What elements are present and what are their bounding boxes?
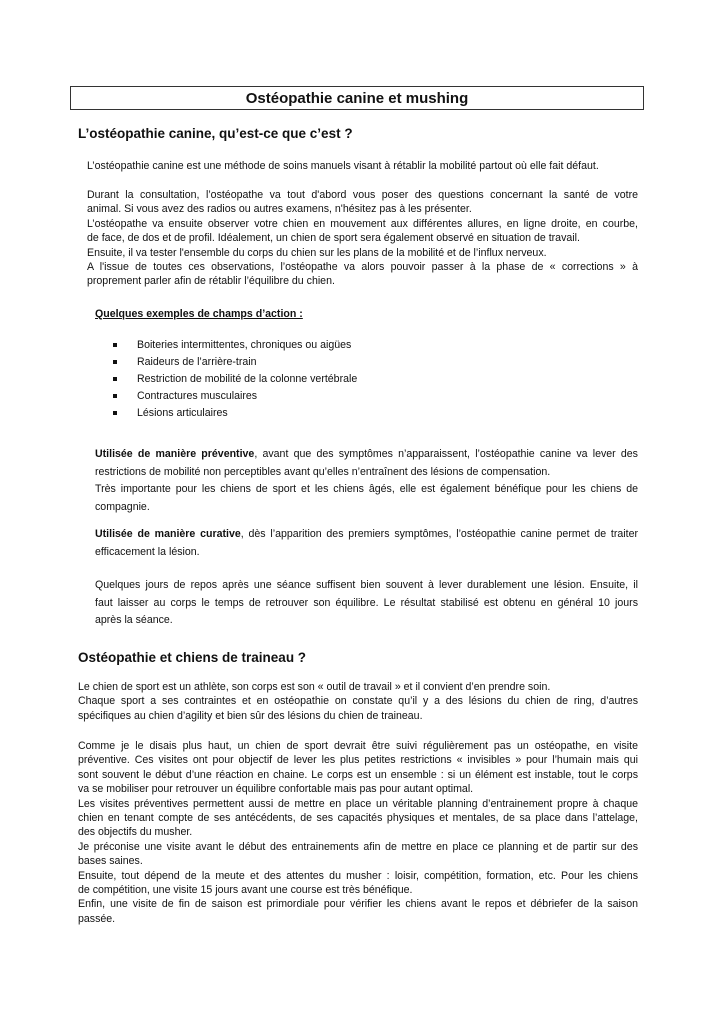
section2-line: Enfin, une visite de fin de saison est primordiale pour vérifier les chiens avant le repos et débriefer de la saison [78,898,638,911]
consultation-paragraph [87,188,638,289]
section2-line: Comme je le disais plus haut, un chien de sport devrait être suivi régulièrement pas un ostéopathe, en visite [78,740,638,752]
preventive-line: Utilisée de manière préventive, avant que des symptômes n’apparaissent, l’ostéopathie canine va lever des [95,448,638,460]
section2-line: sont souvent le début d’une réaction en chaine. Le corps est un ensemble : si un élément est instable, tout le corps [78,768,638,781]
preventive-paragraph [95,446,638,516]
square-bullet-icon [113,394,117,398]
section2-line: bases saines. [78,855,143,868]
section1-intro: L’ostéopathie canine est une méthode de soins manuels visant à rétablir la mobilité partout où elle fait défaut. [87,160,599,172]
curative-paragraph [95,526,638,561]
examples-heading: Quelques exemples de champs d’action : [95,308,303,320]
section2-line: passée. [78,912,116,925]
curative-line: Utilisée de manière curative, dès l’apparition des premiers symptômes, l’ostéopathie canine permet de traiter [95,528,638,540]
rest-line: après la séance. [95,614,173,627]
list-item: Raideurs de l’arrière-train [113,353,357,370]
section2-line: Je préconise une visite avant le début des entrainements afin de mettre en place ce planning et de partir sur des [78,840,638,853]
section2-line: spécifiques au chien d’agility et bien sûr des lésions du chien de traineau. [78,709,423,722]
rest-paragraph [95,577,638,630]
curative-bold: Utilisée de manière curative [95,528,241,540]
consultation-line: A l'issue de toutes ces observations, l’ostéopathe va alors pouvoir passer à la phase de « corrections » à [87,261,638,274]
section2-line: des objectifs du musher. [78,826,193,839]
consultation-line: proprement parler afin de rétablir l’équilibre du chien. [87,275,335,288]
square-bullet-icon [113,411,117,415]
section2-line: Les visites préventives permettent aussi de mettre en place un véritable planning d’entrainement propre à chaque [78,797,638,810]
examples-list [113,336,357,421]
consultation-line: animal. Si vous avez des radios ou autres examens, n'hésitez pas à les présenter. [87,203,472,216]
section1-heading: L’ostéopathie canine, qu’est-ce que c’est ? [78,126,353,141]
section2-line: Chaque sport a ses contraintes et en ostéopathie on constate qu’il y a des lésions du chien de ring, d’autres [78,695,638,708]
square-bullet-icon [113,343,117,347]
list-item: Boiteries intermittentes, chroniques ou aigües [113,336,357,353]
rest-line: faut laisser au corps le temps de retrouver son équilibre. Le résultat stabilisé est obtenu en général 10 jours [95,596,638,609]
section2-paragraph-2 [78,739,638,926]
square-bullet-icon [113,360,117,364]
list-item: Lésions articulaires [113,404,357,421]
list-item: Restriction de mobilité de la colonne vertébrale [113,370,357,387]
section2-line: chien en tenant compte de ses antécédents, de ses capacités physiques et mentales, de sa place dans l’attelage, [78,812,638,825]
document-title: Ostéopathie canine et mushing [70,86,644,110]
section2-line: Ensuite, tout dépend de la meute et des attentes du musher : loisir, compétition, formation, etc. Pour les chiens [78,869,638,882]
preventive-bold: Utilisée de manière préventive [95,448,255,460]
curative-line: efficacement la lésion. [95,545,200,558]
section2-line: préventive. Ces visites ont pour objectif de lever les plus petites restrictions « invisibles » pour l’humain mais qui [78,754,638,767]
rest-line: Quelques jours de repos après une séance suffisent bien souvent à lever durablement une lésion. Ensuite, il [95,579,638,591]
consultation-line: L’ostéopathe va ensuite observer votre chien en mouvement aux différentes allures, en ligne droite, en courbe, [87,217,638,230]
consultation-line: de face, de dos et de profil. Idéalement, un chien de sport sera également observé en situation de travail. [87,232,580,245]
preventive-line: compagnie. [95,500,150,513]
consultation-line: Durant la consultation, l’ostéopathe va tout d'abord vous poser des questions concernant la santé de votre [87,189,638,201]
section2-line: de compétition, une visite 15 jours avant une course est très bénéfique. [78,884,413,897]
preventive-line: restrictions de mobilité non perceptibles avant qu’elles n’entraînent des lésions de compensation. [95,465,551,478]
section2-heading: Ostéopathie et chiens de traineau ? [78,650,307,665]
section2-line: va se mobiliser pour retrouver un équilibre confortable mais pas pour autant optimal. [78,783,474,796]
list-item: Contractures musculaires [113,387,357,404]
square-bullet-icon [113,377,117,381]
section2-paragraph-1 [78,680,638,723]
section2-line: Le chien de sport est un athlète, son corps est son « outil de travail » et il convient d’en prendre soin. [78,681,551,693]
preventive-line: Très importante pour les chiens de sport et les chiens âgés, elle est également bénéfique pour les chiens de [95,483,638,496]
consultation-line: Ensuite, il va tester l'ensemble du corps du chien sur les plans de la mobilité et de l’influx nerveux. [87,246,547,259]
